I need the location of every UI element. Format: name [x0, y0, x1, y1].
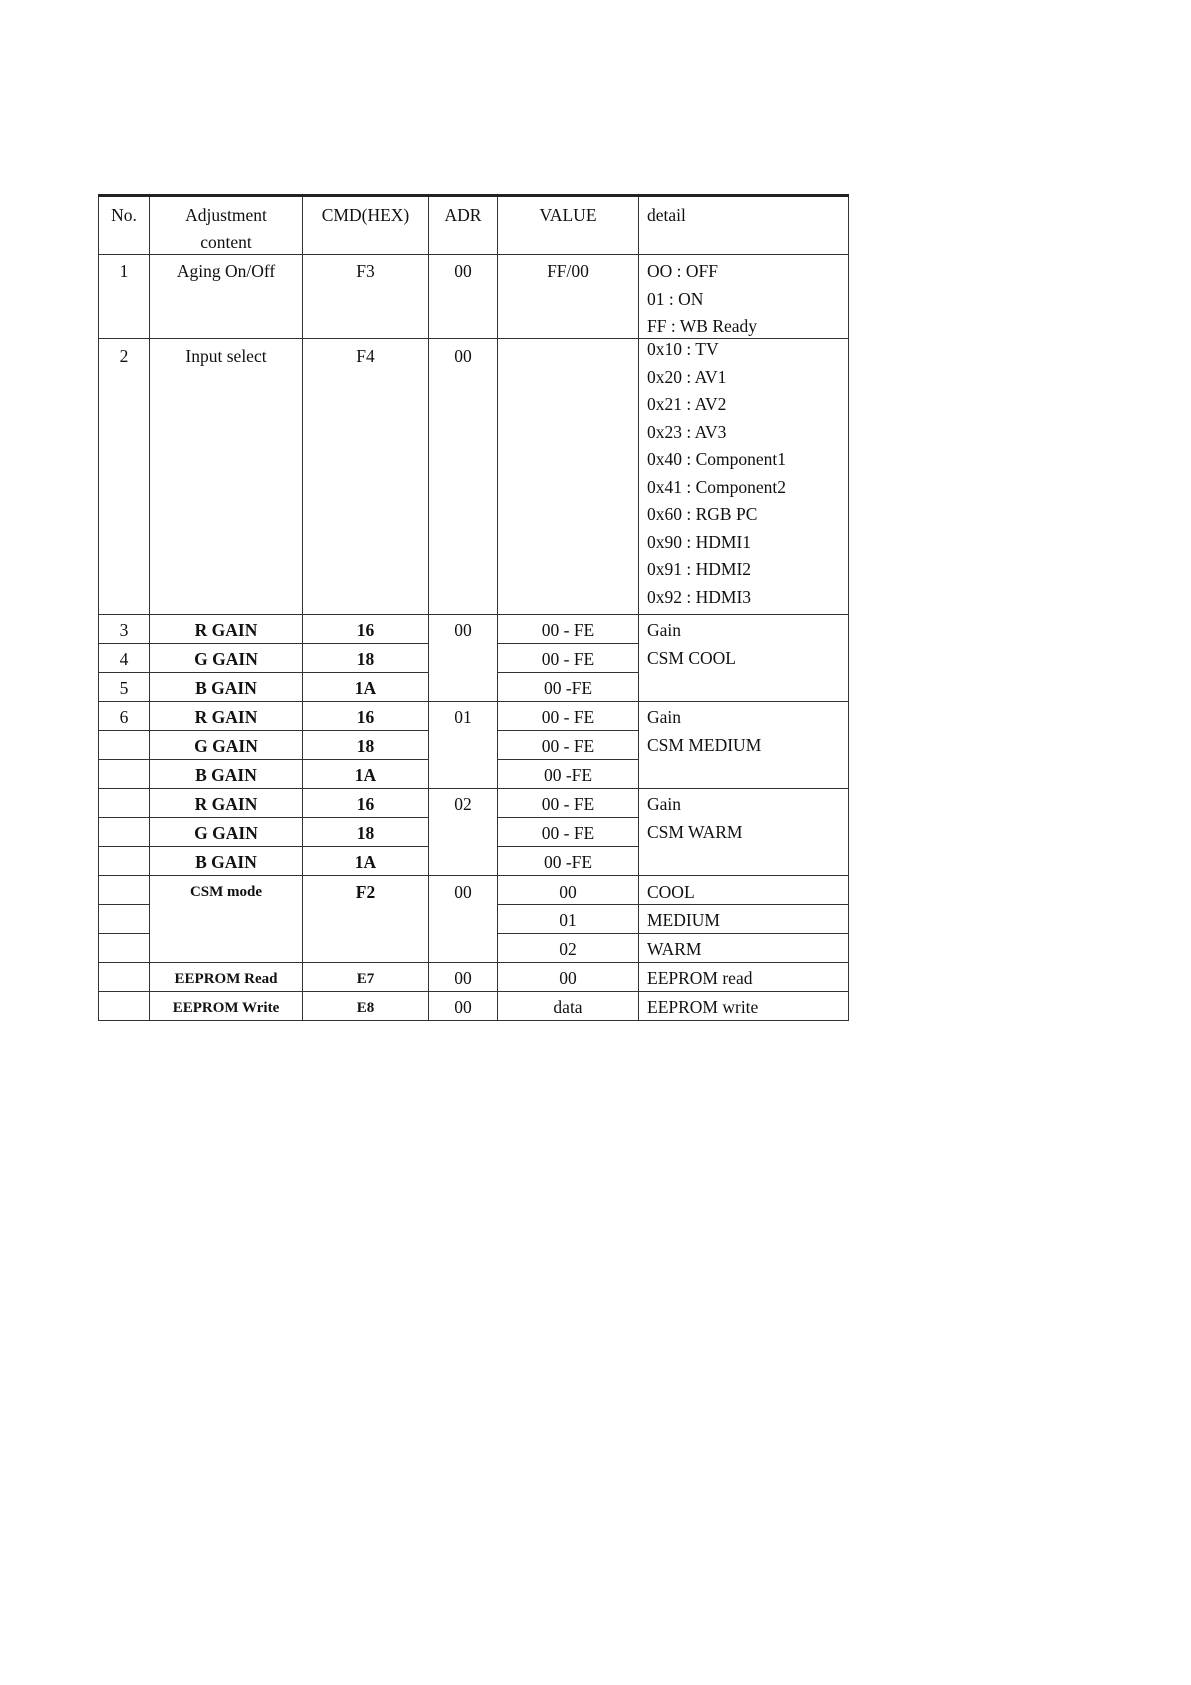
table-row	[99, 702, 849, 731]
cell-no	[99, 847, 150, 876]
cell-no	[99, 818, 150, 847]
cell-value: 00 -FE	[498, 847, 639, 876]
cell-content: R GAIN	[150, 702, 303, 731]
cell-adr: 00	[429, 963, 498, 992]
cell-value: 00 - FE	[498, 818, 639, 847]
header-detail: detail	[639, 196, 849, 255]
cell-content: EEPROM Write	[150, 992, 303, 1021]
cell-content: G GAIN	[150, 731, 303, 760]
table-row	[99, 876, 849, 905]
cell-adr: 00	[429, 615, 498, 702]
cell-detail: COOL	[639, 876, 849, 905]
cell-value: 00 -FE	[498, 760, 639, 789]
cell-cmd: 16	[303, 615, 429, 644]
cell-detail: OO : OFF 01 : ON FF : WB Ready	[639, 255, 849, 339]
cell-adr: 02	[429, 789, 498, 876]
cell-cmd: 1A	[303, 673, 429, 702]
cell-no: 4	[99, 644, 150, 673]
cell-value: 00 - FE	[498, 702, 639, 731]
table-row	[99, 963, 849, 992]
cell-value: 00 - FE	[498, 644, 639, 673]
cell-no	[99, 934, 150, 963]
cell-detail: MEDIUM	[639, 905, 849, 934]
cell-value: 00 -FE	[498, 673, 639, 702]
cell-detail: 0x10 : TV 0x20 : AV1 0x21 : AV2 0x23 : AV3 0x40 : Component1 0x41 : Component2 0x60 : RGB PC 0x90 : HDMI1 0x91 : HDMI2 0x92 : HDMI3	[639, 339, 849, 615]
table-row	[99, 339, 849, 615]
cell-cmd: 16	[303, 702, 429, 731]
cell-content: R GAIN	[150, 789, 303, 818]
cell-content: Aging On/Off	[150, 255, 303, 339]
cell-value: 00 - FE	[498, 615, 639, 644]
cell-cmd: 1A	[303, 760, 429, 789]
header-adr: ADR	[429, 196, 498, 255]
cell-detail: Gain CSM COOL	[639, 615, 849, 702]
cell-no: 6	[99, 702, 150, 731]
cell-no: 1	[99, 255, 150, 339]
cell-no	[99, 731, 150, 760]
cell-content: B GAIN	[150, 847, 303, 876]
cell-content: EEPROM Read	[150, 963, 303, 992]
cell-cmd: 18	[303, 731, 429, 760]
table-row	[99, 615, 849, 644]
cell-no	[99, 992, 150, 1021]
cell-no: 3	[99, 615, 150, 644]
cell-value: 00	[498, 876, 639, 905]
cell-cmd: 16	[303, 789, 429, 818]
cell-detail: Gain CSM WARM	[639, 789, 849, 876]
cell-no: 2	[99, 339, 150, 615]
cell-content: B GAIN	[150, 760, 303, 789]
cell-value	[498, 339, 639, 615]
cell-adr: 00	[429, 255, 498, 339]
cell-cmd: 18	[303, 818, 429, 847]
cell-value: FF/00	[498, 255, 639, 339]
cell-content: G GAIN	[150, 644, 303, 673]
table-header-row	[99, 196, 849, 255]
header-value: VALUE	[498, 196, 639, 255]
cell-adr: 01	[429, 702, 498, 789]
cell-value: 00	[498, 963, 639, 992]
cell-adr: 00	[429, 992, 498, 1021]
header-content: Adjustment content	[150, 196, 303, 255]
cell-cmd: 18	[303, 644, 429, 673]
command-table	[98, 194, 849, 1021]
cell-detail: Gain CSM MEDIUM	[639, 702, 849, 789]
cell-value: 00 - FE	[498, 731, 639, 760]
cell-value: data	[498, 992, 639, 1021]
header-no: No.	[99, 196, 150, 255]
cell-content: R GAIN	[150, 615, 303, 644]
cell-no	[99, 760, 150, 789]
cell-cmd: 1A	[303, 847, 429, 876]
cell-detail: EEPROM write	[639, 992, 849, 1021]
cell-no	[99, 905, 150, 934]
cell-adr: 00	[429, 339, 498, 615]
cell-adr: 00	[429, 876, 498, 963]
table-row	[99, 789, 849, 818]
cell-detail: WARM	[639, 934, 849, 963]
cell-value: 01	[498, 905, 639, 934]
cell-content: CSM mode	[150, 876, 303, 963]
cell-cmd: F4	[303, 339, 429, 615]
cell-no: 5	[99, 673, 150, 702]
table-row	[99, 992, 849, 1021]
cell-no	[99, 789, 150, 818]
cell-no	[99, 876, 150, 905]
cell-value: 02	[498, 934, 639, 963]
cell-content: B GAIN	[150, 673, 303, 702]
cell-cmd: F2	[303, 876, 429, 963]
cell-value: 00 - FE	[498, 789, 639, 818]
cell-content: G GAIN	[150, 818, 303, 847]
cell-content: Input select	[150, 339, 303, 615]
cell-cmd: F3	[303, 255, 429, 339]
header-cmd: CMD(HEX)	[303, 196, 429, 255]
cell-no	[99, 963, 150, 992]
table-row	[99, 255, 849, 339]
cell-cmd: E8	[303, 992, 429, 1021]
cell-cmd: E7	[303, 963, 429, 992]
cell-detail: EEPROM read	[639, 963, 849, 992]
